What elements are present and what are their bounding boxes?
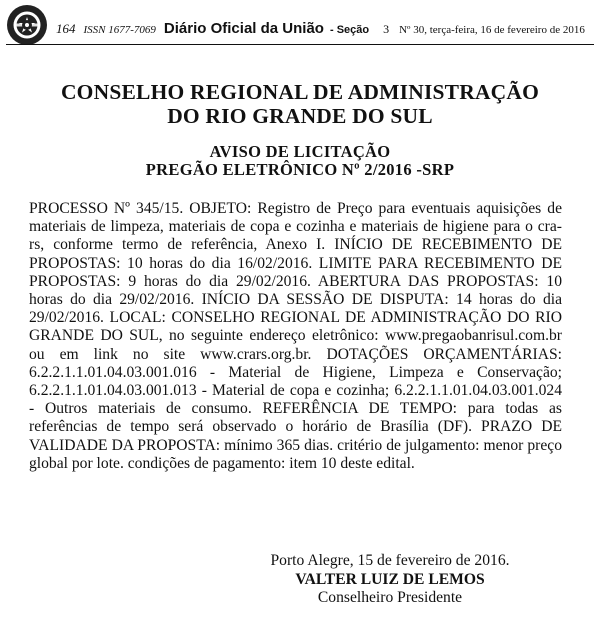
notice-title: AVISO DE LICITAÇÃO: [209, 142, 391, 161]
section-label: - Seção: [329, 24, 370, 36]
organization-title: [0, 80, 600, 128]
signature-place-date: Porto Alegre, 15 de fevereiro de 2016.: [270, 552, 510, 569]
page-header: [0, 0, 600, 50]
page-number: 164: [56, 21, 76, 36]
signature-role: Conselheiro Presidente: [317, 589, 463, 606]
issn: ISSN 1677-7069: [83, 24, 156, 36]
notice-subtitle: PREGÃO ELETRÔNICO Nº 2/2016 -SRP: [145, 160, 455, 179]
signature-block: [140, 552, 600, 608]
organization-line-1: CONSELHO REGIONAL DE ADMINISTRAÇÃO: [60, 80, 540, 104]
header-rule: [6, 44, 594, 45]
coat-of-arms-seal-icon: [6, 4, 48, 46]
section-number: 3: [383, 22, 390, 36]
notice-heading: [0, 143, 600, 179]
header-line: [56, 20, 592, 37]
signature-name: VALTER LUIZ DE LEMOS: [295, 570, 485, 588]
organization-line-2: DO RIO GRANDE DO SUL: [167, 104, 433, 128]
issue-info: Nº 30, terça-feira, 16 de fevereiro de 2016: [399, 24, 585, 36]
publication-title: Diário Oficial da União: [163, 20, 324, 37]
notice-body: PROCESSO Nº 345/15. OBJETO: Registro de Preço para eventuais aquisições de materiais de limpeza, materiais de copa e cozinha e materiais de higiene para o cra-rs, conforme termo de referência, Anexo I. INÍCIO DE RECEBIMENTO DE PROPOSTAS: 10 horas do dia 16/02/2016. LIMITE PARA RECEBIMENTO DE PROPOSTAS: 9 horas do dia 29/02/2016. ABERTURA DAS PROPOSTAS: 10 horas do dia 29/02/2016. INÍCIO DA SESSÃO DE DISPUTA: 14 horas do dia 29/02/2016. LOCAL: CONSELHO REGIONAL DE ADMINISTRAÇÃO DO RIO GRANDE DO SUL, no seguinte endereço eletrônico: www.pregaobanrisul.com.br ou em link no site www.crars.org.br. DOTAÇÕES ORÇAMENTÁRIAS: 6.2.2.1.1.01.04.03.001.016 - Material de Higiene, Limpeza e Conservação; 6.2.2.1.1.01.04.03.001.013 - Material de copa e cozinha; 6.2.2.1.1.01.04.03.001.024 - Outros materiais de consumo. REFERÊNCIA DE TEMPO: para todas as referências de tempo será observado o horário de Brasília (DF). PRAZO DE VALIDADE DA PROPOSTA: mínimo 365 dias. critério de julgamento: menor preço global por lote. condições de pagamento: item 10 deste edital.: [29, 200, 562, 472]
